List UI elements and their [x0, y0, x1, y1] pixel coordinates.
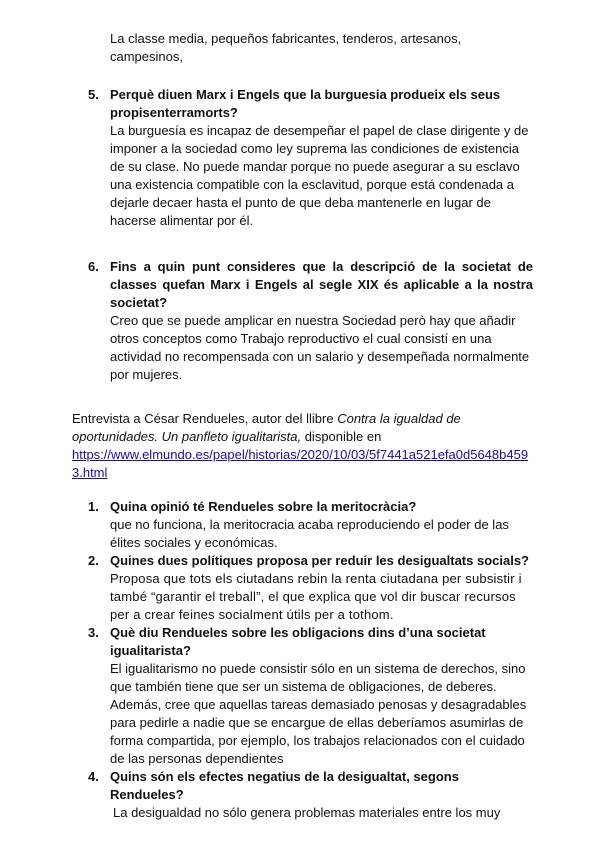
- carryover-text: La classe media, pequeños fabricantes, tenderos, artesanos, campesinos,: [110, 31, 462, 64]
- interview-question-3: [88, 624, 533, 768]
- question-text: Fins a quin punt consideres que la descripció de la societat de classes quefan Marx i Engels al segle XIX és aplicable a la nostra societat?: [110, 259, 533, 310]
- question-text: Quina opinió té Rendueles sobre la meritocràcia?: [110, 499, 417, 514]
- interview-question-1: [88, 498, 533, 552]
- answer-text: que no funciona, la meritocracia acaba reproduciendo el poder de las élites sociales y económicas.: [110, 517, 509, 550]
- question-5: [88, 86, 533, 230]
- article-link[interactable]: https://www.elmundo.es/papel/historias/2020/10/03/5f7441a521efa0d5648b4593.html: [72, 447, 529, 480]
- question-number: 3.: [88, 625, 99, 640]
- question-number: 4.: [88, 769, 99, 784]
- answer-text: La desigualdad no sólo genera problemas materiales entre los muy: [113, 805, 501, 820]
- interview-questions: [88, 498, 533, 822]
- question-text: Perquè diuen Marx i Engels que la burguesia produeix els seus propisenterramorts?: [110, 87, 501, 120]
- answer-text: Creo que se puede amplicar en nuestra Sociedad però hay que añadir otros conceptos como Trabajo reproductivo el cual consistí en una actividad no recompensada con un salario y desempeñada normalmente por mujeres.: [110, 313, 530, 382]
- question-6: [88, 258, 533, 384]
- question-text: Quins són els efectes negatius de la desigualtat, segons Rendueles?: [110, 769, 459, 802]
- interview-intro: [72, 410, 534, 482]
- question-number: 6.: [88, 259, 99, 274]
- answer-text: El igualitarismo no puede consistir sólo en un sistema de derechos, sino que también tiene que ser un sistema de obligaciones, de deberes. Además, cree que aquellas tareas demasiado penosas y desagradables para pedirle a nadie que se encargue de ellas deberíamos asumirlas de forma compartida, por ejemplo, los trabajos relacionados con el cuidado de las personas dependientes: [110, 661, 527, 766]
- answer-text: La burguesía es incapaz de desempeñar el papel de clase dirigente y de imponer a la sociedad como ley suprema las condiciones de existencia de su clase. No puede mandar porque no puede asegurar a su esclavo una existencia compatible con la esclavitud, porque está condenada a dejarle decaer hasta el punto de que deba mantenerle en lugar de hacerse alimentar por él.: [110, 123, 529, 228]
- answer-text: Proposa que tots els ciutadans rebin la renta ciutadana per subsistir i també “garantir el treball”, el que explica que vol dir buscar recursos per a crear feines socialment útils per a tothom.: [110, 571, 522, 622]
- question-text: Quines dues polítiques proposa per reduir les desigualtats socials?: [110, 553, 529, 568]
- question-number: 5.: [88, 87, 99, 102]
- book-title: Contra la igualdad de oportunidades. Un panfleto igualitarista,: [72, 411, 461, 444]
- question-number: 1.: [88, 499, 99, 514]
- question-number: 2.: [88, 553, 99, 568]
- intro-prefix: Entrevista a César Rendueles, autor del llibre: [72, 411, 338, 426]
- question-text: Què diu Rendueles sobre les obligacions dins d’una societat igualitarista?: [110, 625, 486, 658]
- interview-question-4: [88, 768, 533, 822]
- intro-suffix: disponible en: [301, 429, 382, 444]
- interview-question-2: [88, 552, 533, 624]
